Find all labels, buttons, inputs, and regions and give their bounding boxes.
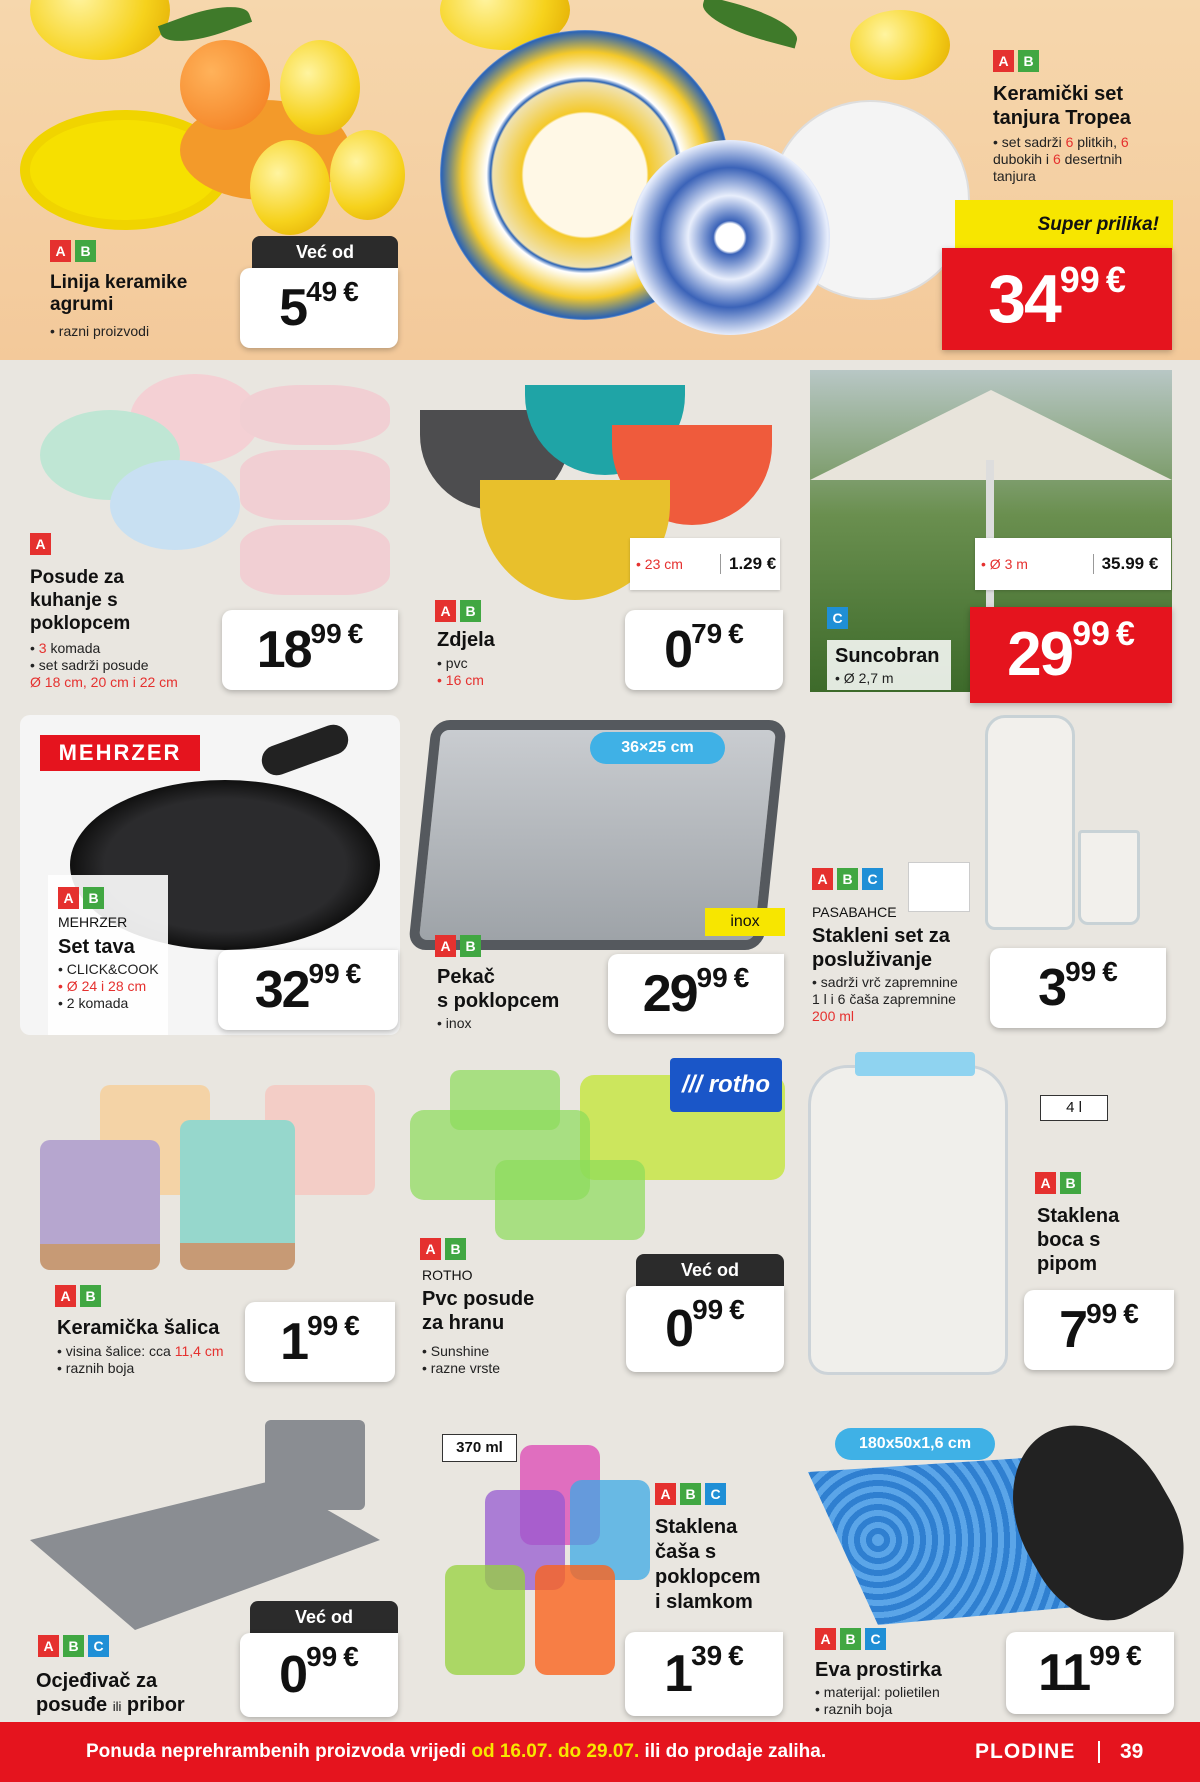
desc-text: • raznih boja xyxy=(815,1701,893,1717)
mug-image xyxy=(180,1120,295,1270)
letter-b: B xyxy=(1060,1172,1081,1194)
lemon-jar-image xyxy=(280,40,360,135)
price-dec: 99 xyxy=(1059,259,1100,300)
currency: € xyxy=(729,1294,745,1325)
price-box xyxy=(1006,1632,1174,1714)
title-line: Ocjeđivač za xyxy=(36,1670,158,1692)
product-title xyxy=(993,82,1131,130)
dimension-pill: 36×25 cm xyxy=(590,732,725,764)
title-line: poklopcem xyxy=(30,613,131,634)
title-line: pipom xyxy=(1037,1253,1097,1275)
letter-c: C xyxy=(88,1635,109,1657)
energy-letters xyxy=(435,600,481,622)
title-line: za hranu xyxy=(422,1312,505,1334)
desc-text: • materijal: polietilen xyxy=(815,1684,940,1700)
product-title xyxy=(422,1287,534,1335)
rotho-mark: /// xyxy=(682,1071,703,1098)
product-title xyxy=(1037,1204,1119,1276)
size-label: • 23 cm xyxy=(636,556,683,572)
pot-image xyxy=(110,460,240,550)
price-box xyxy=(625,1632,783,1716)
energy-letters xyxy=(435,935,481,957)
plodine-logo: PLODINE xyxy=(975,1740,1076,1763)
letter-b: B xyxy=(75,240,96,262)
desc-text: komada xyxy=(46,640,101,656)
desc-num: 6 xyxy=(1120,134,1129,150)
desc-num: 6 xyxy=(1065,134,1074,150)
product-desc xyxy=(58,961,159,1012)
price-box xyxy=(626,1286,784,1372)
currency: € xyxy=(1115,615,1135,653)
from-price-tag: Već od xyxy=(250,1601,398,1633)
product-title: Keramička šalica xyxy=(57,1317,220,1339)
product-desc: • Ø 2,7 m xyxy=(835,670,894,686)
energy-letters xyxy=(993,50,1039,72)
price-box xyxy=(608,954,784,1034)
energy-letters xyxy=(38,1635,109,1657)
desc-text: dubokih i xyxy=(993,151,1053,167)
desc-text: • 2 komada xyxy=(58,995,129,1011)
from-price-tag: Već od xyxy=(252,236,398,268)
validity-notice xyxy=(86,1741,826,1763)
price-int: 7 xyxy=(1059,1301,1087,1359)
price-box xyxy=(218,950,398,1030)
desc-text: tanjura xyxy=(993,168,1036,184)
letter-b: B xyxy=(460,935,481,957)
title-line: Posude za xyxy=(30,567,124,588)
dimension-pill: 180x50x1,6 cm xyxy=(835,1428,995,1460)
energy-letters xyxy=(30,533,51,555)
price-int: 11 xyxy=(1038,1644,1090,1702)
product-title xyxy=(30,566,130,635)
letter-c: C xyxy=(827,607,848,629)
pot-image xyxy=(240,385,390,445)
lemon-image xyxy=(850,10,950,80)
product-title xyxy=(812,924,950,972)
glass-image xyxy=(1078,830,1140,925)
product-desc: • razni proizvodi xyxy=(50,323,150,339)
letter-a: A xyxy=(55,1285,76,1307)
title-ili: ili xyxy=(112,1699,122,1714)
jar-glass-image xyxy=(445,1565,525,1675)
cutlery-holder-image xyxy=(265,1420,365,1510)
letter-b: B xyxy=(445,1238,466,1260)
price-box xyxy=(942,248,1172,350)
letter-a: A xyxy=(655,1483,676,1505)
price-dec: 49 xyxy=(306,276,338,307)
price-box xyxy=(240,268,398,348)
jar-glass-image xyxy=(535,1565,615,1675)
price-int: 1 xyxy=(664,1645,692,1703)
letter-a: A xyxy=(1035,1172,1056,1194)
title-line: Linija keramike xyxy=(50,272,188,293)
price-dec: 99 xyxy=(307,1310,339,1341)
price-dec: 99 xyxy=(308,958,340,989)
product-title xyxy=(655,1515,761,1615)
price-dec: 99 xyxy=(692,1294,724,1325)
letter-a: A xyxy=(38,1635,59,1657)
price-int: 1 xyxy=(280,1313,308,1371)
price-int: 29 xyxy=(642,965,697,1023)
title-line: posuđe xyxy=(36,1694,108,1716)
price-dec: 99 xyxy=(696,962,728,993)
desc-text: • CLICK&COOK xyxy=(58,961,159,977)
letter-a: A xyxy=(420,1238,441,1260)
desc-text: • sadrži vrč zapremnine xyxy=(812,974,958,990)
rotho-logo xyxy=(670,1058,782,1112)
super-deal-banner: Super prilika! xyxy=(955,200,1173,250)
energy-letters xyxy=(815,1628,886,1650)
currency: € xyxy=(733,962,750,993)
energy-letters xyxy=(55,1285,101,1307)
price-dec: 39 xyxy=(691,1640,723,1671)
desc-text: plitkih, xyxy=(1073,134,1121,150)
dispenser-image xyxy=(808,1065,1008,1375)
title-line: agrumi xyxy=(50,294,114,315)
product-desc xyxy=(993,134,1193,185)
hero-banner xyxy=(0,0,1200,360)
desc-text: • set sadrži xyxy=(993,134,1066,150)
letter-a: A xyxy=(812,868,833,890)
product-title xyxy=(50,272,187,316)
currency: € xyxy=(345,958,362,989)
title-line: Staklena xyxy=(655,1516,738,1538)
energy-letters xyxy=(58,887,104,909)
brand-name: PASABAHCE xyxy=(812,904,897,920)
price-int: 5 xyxy=(279,279,307,337)
desc-text: • set sadrži posude xyxy=(30,657,149,673)
desc-num: 3 xyxy=(38,640,47,656)
price-dec: 99 xyxy=(1065,956,1097,987)
energy-letters xyxy=(1035,1172,1081,1194)
volume-tag: 370 ml xyxy=(442,1434,517,1462)
currency: € xyxy=(343,276,359,307)
dispenser-lid xyxy=(855,1052,975,1076)
page-number: 39 xyxy=(1120,1740,1144,1763)
title-line: Pvc posude xyxy=(422,1288,535,1310)
volume-tag: 4 l xyxy=(1040,1095,1108,1121)
lemon-jar-image xyxy=(330,130,405,220)
currency: € xyxy=(1102,956,1118,987)
energy-letters xyxy=(420,1238,466,1260)
price-int: 0 xyxy=(664,621,692,679)
letter-a: A xyxy=(435,935,456,957)
price-dec: 99 xyxy=(1089,1640,1121,1671)
currency: € xyxy=(1123,1298,1139,1329)
letter-c: C xyxy=(705,1483,726,1505)
letter-b: B xyxy=(840,1628,861,1650)
price-int: 0 xyxy=(279,1646,307,1704)
desc-text: • raznih boja xyxy=(57,1360,135,1376)
price-int: 32 xyxy=(254,961,309,1019)
pot-image xyxy=(240,450,390,520)
title-line: boca s xyxy=(1037,1229,1101,1251)
letter-b: B xyxy=(63,1635,84,1657)
title-line: čaša s xyxy=(655,1541,717,1563)
desc-text: • Ø 24 i 28 cm xyxy=(58,978,147,994)
product-desc xyxy=(437,655,484,689)
price-int: 29 xyxy=(1007,620,1073,689)
suncobran-label xyxy=(827,640,951,690)
currency: € xyxy=(344,1310,360,1341)
rotho-logo-text: rotho xyxy=(708,1071,770,1098)
letter-c: C xyxy=(865,1628,886,1650)
footer-divider xyxy=(1098,1741,1100,1763)
currency: € xyxy=(1126,1640,1142,1671)
pan-handle xyxy=(258,721,353,780)
desc-text: • pvc xyxy=(437,655,468,671)
title-line: kuhanje s xyxy=(30,590,118,611)
price-dec: 99 xyxy=(306,1641,338,1672)
size-label: • Ø 3 m xyxy=(981,556,1028,572)
currency: € xyxy=(343,1641,359,1672)
brand-name: MEHRZER xyxy=(58,914,128,930)
title-line: Staklena xyxy=(1037,1205,1120,1227)
letter-b: B xyxy=(83,887,104,909)
blue-plate-image xyxy=(630,140,830,335)
energy-letters xyxy=(812,868,883,890)
energy-letters xyxy=(50,240,96,262)
price-dec: 99 xyxy=(310,618,342,649)
container-image xyxy=(495,1160,645,1240)
desc-text: • razne vrste xyxy=(422,1360,501,1376)
product-title: Set tava xyxy=(58,936,135,958)
size-price-box xyxy=(630,538,780,590)
currency: € xyxy=(1105,259,1126,300)
product-title xyxy=(437,965,559,1013)
desc-text: • 16 cm xyxy=(437,672,484,688)
product-desc xyxy=(815,1684,940,1718)
price-box xyxy=(222,610,398,690)
price-box xyxy=(990,948,1166,1028)
letter-a: A xyxy=(30,533,51,555)
title-line: pribor xyxy=(126,1694,185,1716)
desc-text: • Sunshine xyxy=(422,1343,490,1359)
jug-image xyxy=(985,715,1075,930)
energy-letters xyxy=(655,1483,726,1505)
container-image xyxy=(450,1070,560,1130)
letter-a: A xyxy=(435,600,456,622)
product-desc xyxy=(812,974,958,1025)
price-dec: 79 xyxy=(691,618,723,649)
letter-a: A xyxy=(58,887,79,909)
notice-dates: od 16.07. do 29.07. xyxy=(471,1741,640,1762)
price-int: 18 xyxy=(256,621,311,679)
currency: € xyxy=(728,1640,744,1671)
leaf-image xyxy=(698,0,802,48)
currency: € xyxy=(728,618,744,649)
size-price: 35.99 € xyxy=(1093,554,1159,574)
price-box xyxy=(240,1633,398,1717)
product-desc: • visina šalice: cca 11,4 cm • raznih boja xyxy=(57,1343,224,1376)
price-dec: 99 xyxy=(1086,1298,1118,1329)
title-line: poklopcem xyxy=(655,1566,761,1588)
title-line: Keramički set xyxy=(993,83,1124,105)
inox-tag: inox xyxy=(705,908,785,936)
price-dec: 99 xyxy=(1072,615,1110,653)
product-desc: • 3 komada • set sadrži posude Ø 18 cm, 20 cm i 22 cm xyxy=(30,640,178,690)
size-price: 1.29 € xyxy=(720,554,776,574)
brand-name: ROTHO xyxy=(422,1267,473,1283)
letter-b: B xyxy=(80,1285,101,1307)
notice-text: Ponuda neprehrambenih proizvoda vrijedi xyxy=(86,1741,472,1762)
product-title: Suncobran xyxy=(835,645,940,667)
title-line: Pekač xyxy=(437,966,495,988)
from-price-tag: Već od xyxy=(636,1254,784,1286)
energy-letters xyxy=(827,607,848,629)
product-title xyxy=(36,1669,185,1719)
product-desc xyxy=(422,1343,500,1377)
letter-a: A xyxy=(993,50,1014,72)
letter-b: B xyxy=(837,868,858,890)
mug-image xyxy=(40,1140,160,1270)
desc-text: 1 l i 6 čaša zapremnine xyxy=(812,991,956,1007)
desc-num: 6 xyxy=(1052,151,1061,167)
lemon-jar-image xyxy=(250,140,330,235)
letter-b: B xyxy=(1018,50,1039,72)
price-box xyxy=(1024,1290,1174,1370)
product-title: Zdjela xyxy=(437,629,495,651)
letter-b: B xyxy=(460,600,481,622)
price-int: 3 xyxy=(1038,959,1066,1017)
letter-a: A xyxy=(50,240,71,262)
title-line: posluživanje xyxy=(812,949,933,971)
title-line: Stakleni set za xyxy=(812,925,950,947)
product-title: Eva prostirka xyxy=(815,1659,942,1681)
price-box xyxy=(245,1302,395,1382)
price-box xyxy=(625,610,783,690)
title-line: tanjura Tropea xyxy=(993,107,1131,129)
price-int: 34 xyxy=(988,261,1060,337)
letter-a: A xyxy=(815,1628,836,1650)
product-desc: • inox xyxy=(437,1015,472,1031)
mehrzer-logo: MEHRZER xyxy=(40,735,200,771)
footer-bar xyxy=(0,1722,1200,1782)
pot-image xyxy=(240,525,390,595)
desc-text: desertnih xyxy=(1060,151,1123,167)
price-int: 0 xyxy=(665,1300,693,1358)
package-image xyxy=(908,862,970,912)
title-line: i slamkom xyxy=(655,1591,753,1613)
desc-text: Ø 18 cm, 20 cm i 22 cm xyxy=(30,674,178,690)
letter-b: B xyxy=(680,1483,701,1505)
price-box xyxy=(970,607,1172,703)
orange-jar-image xyxy=(180,40,270,130)
title-line: s poklopcem xyxy=(437,990,560,1012)
lemon-image xyxy=(30,0,170,60)
letter-c: C xyxy=(862,868,883,890)
desc-text: 200 ml xyxy=(812,1008,855,1024)
size-price-box xyxy=(975,538,1171,590)
notice-text: ili do prodaje zaliha. xyxy=(639,1741,827,1762)
currency: € xyxy=(347,618,364,649)
